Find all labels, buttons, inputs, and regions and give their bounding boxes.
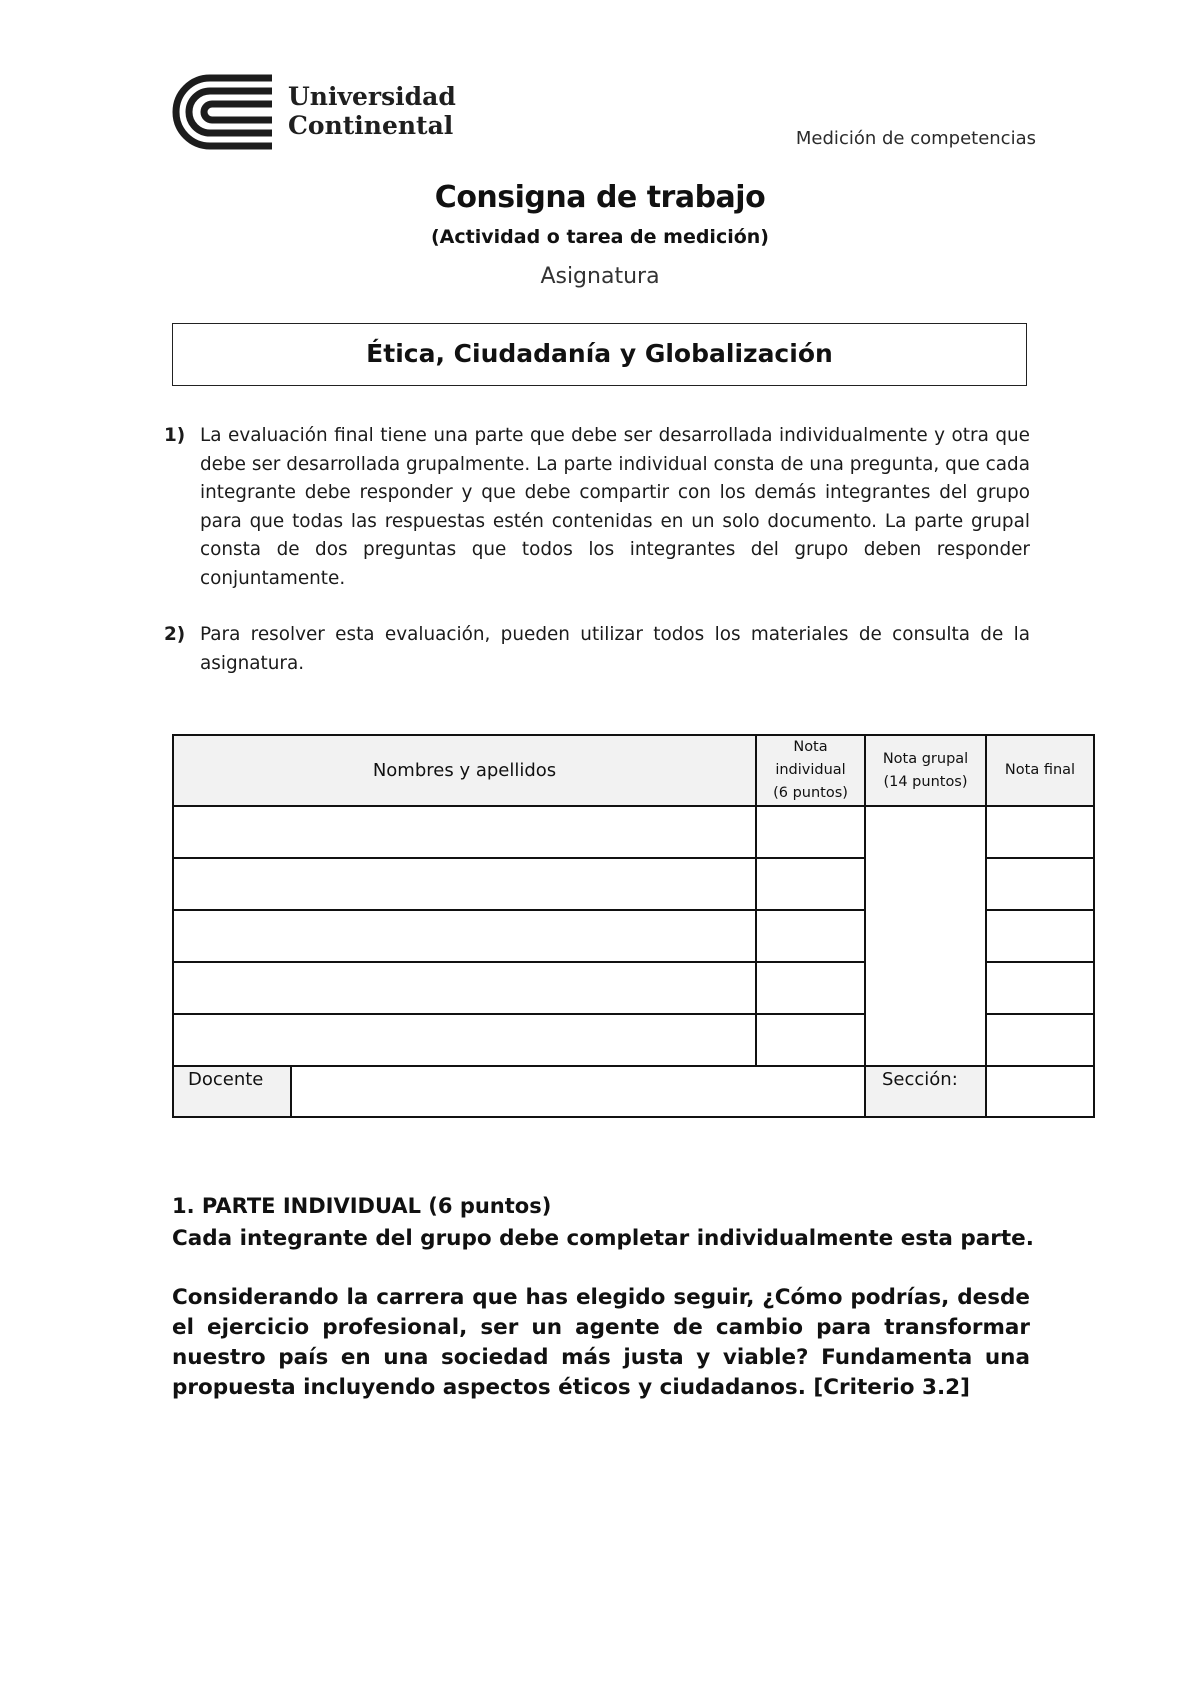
part-individual-subtitle: Cada integrante del grupo debe completar individualmente esta parte.: [172, 1226, 1034, 1251]
header-nota-grupal: [865, 735, 986, 806]
asignatura-label: Asignatura: [540, 264, 660, 289]
individual-grade-cell[interactable]: [756, 910, 865, 962]
instruction-number: 2): [164, 624, 186, 645]
instruction-number: 1): [164, 425, 186, 446]
logo-line-1: Universidad: [288, 82, 456, 111]
name-cell[interactable]: [173, 1014, 756, 1066]
instruction-text: La evaluación final tiene una parte que debe ser desarrollada individualmente y otra que debe ser desarrollada grupalmente. La parte individual consta de una pregunta, que cada integrante debe responder y que debe compartir con los demás integrantes del grupo para que todas las respuestas estén contenidas en un solo documento. La parte grupal consta de dos preguntas que todos los integrantes del grupo deben responder conjuntamente.: [200, 425, 1030, 589]
individual-grade-cell[interactable]: [756, 858, 865, 910]
part-individual-title: 1. PARTE INDIVIDUAL (6 puntos): [172, 1194, 552, 1218]
header-nota-individual: [756, 735, 865, 806]
instruction-item: [164, 621, 1030, 678]
part-individual-question: Considerando la carrera que has elegido seguir, ¿Cómo podrías, desde el ejercicio profesional, ser un agente de cambio para transformar nuestro país en una sociedad más justa y viable? Fundamenta una propuesta incluyendo aspectos éticos y ciudadanos. [Criterio 3.2]: [172, 1285, 1030, 1400]
name-cell[interactable]: [173, 910, 756, 962]
course-name-box: Ética, Ciudadanía y Globalización: [172, 323, 1027, 386]
document-subtitle: (Actividad o tarea de medición): [431, 226, 769, 248]
header-grupal-line-1: Nota grupal: [882, 750, 969, 767]
name-cell[interactable]: [173, 806, 756, 858]
header-right-text: Medición de competencias: [795, 128, 1036, 149]
document-title: Consigna de trabajo: [434, 180, 766, 215]
grade-table-header-row: [173, 735, 1094, 806]
university-logo: [172, 74, 462, 152]
grade-table: [172, 734, 1095, 1118]
final-grade-cell[interactable]: [986, 1014, 1094, 1066]
header-nota-final: Nota final: [986, 735, 1094, 806]
docente-field[interactable]: [291, 1066, 865, 1117]
instruction-item: [164, 422, 1030, 593]
name-cell[interactable]: [173, 858, 756, 910]
individual-grade-cell[interactable]: [756, 806, 865, 858]
final-grade-cell[interactable]: [986, 962, 1094, 1014]
name-cell[interactable]: [173, 962, 756, 1014]
docente-label: Docente: [173, 1066, 291, 1117]
logo-line-2: Continental: [288, 111, 454, 140]
header-individual-line-3: (6 puntos): [773, 785, 848, 801]
grade-table-footer-row: [173, 1066, 1094, 1117]
continental-c-logo-icon: [172, 74, 276, 150]
instruction-text: Para resolver esta evaluación, pueden utilizar todos los materiales de consulta de la asignatura.: [200, 624, 1030, 674]
header-names: Nombres y apellidos: [173, 735, 756, 806]
table-row: [173, 806, 1094, 858]
header-individual-line-2: individual: [775, 762, 846, 778]
header-individual-line-1: Nota: [793, 739, 828, 755]
seccion-field[interactable]: [986, 1066, 1094, 1117]
seccion-label: Sección:: [865, 1066, 986, 1117]
group-grade-cell[interactable]: [865, 806, 986, 1066]
individual-grade-cell[interactable]: [756, 962, 865, 1014]
individual-grade-cell[interactable]: [756, 1014, 865, 1066]
final-grade-cell[interactable]: [986, 858, 1094, 910]
header-grupal-line-2: (14 puntos): [883, 773, 968, 790]
final-grade-cell[interactable]: [986, 806, 1094, 858]
logo-wordmark: [288, 82, 456, 140]
final-grade-cell[interactable]: [986, 910, 1094, 962]
